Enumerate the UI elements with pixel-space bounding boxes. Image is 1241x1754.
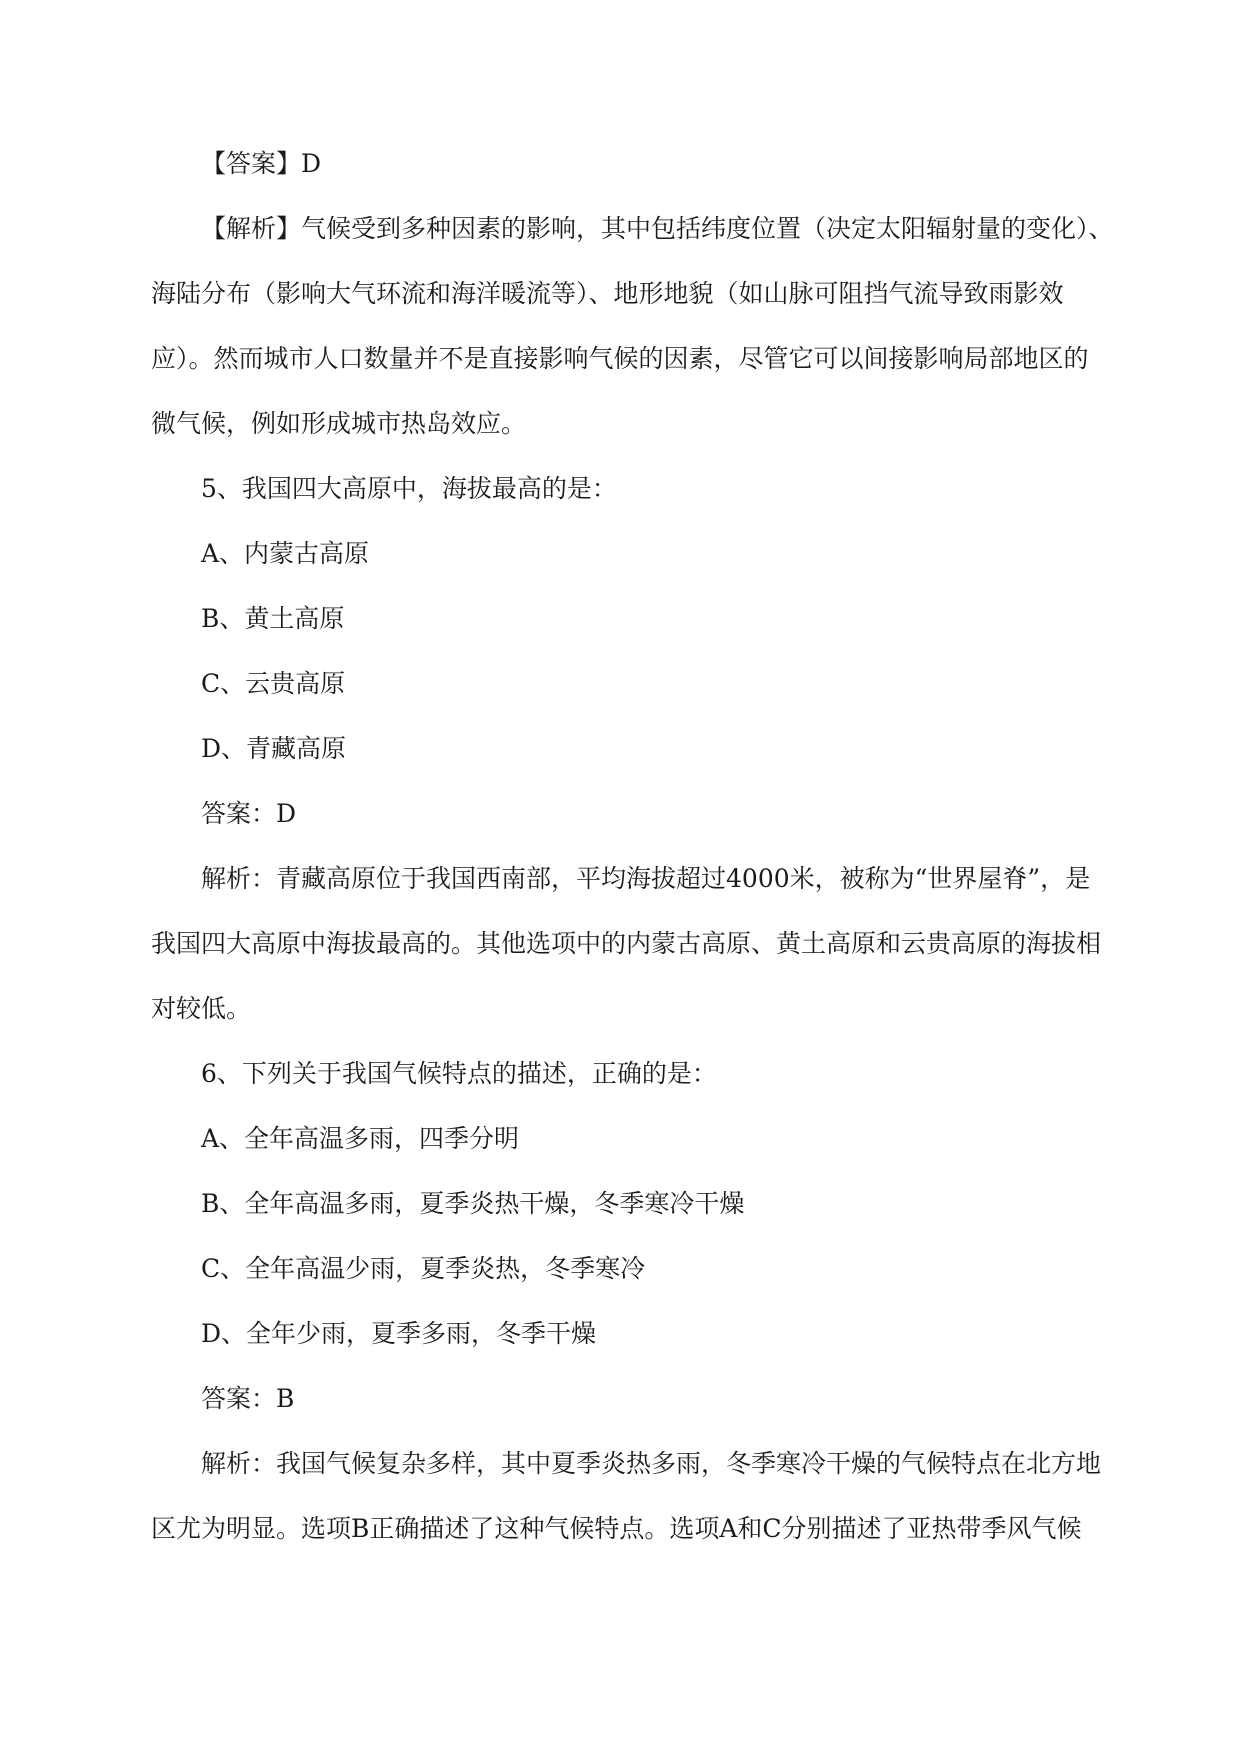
paragraph-line: 对较低。 <box>151 994 252 1023</box>
question-5-analysis: 解析：青藏高原位于我国西南部，平均海拔超过4000米，被称为“世界屋脊”，是 <box>201 864 1091 893</box>
paragraph-line: 微气候，例如形成城市热岛效应。 <box>151 409 527 438</box>
question-5-option-c: C、云贵高原 <box>201 669 346 698</box>
question-5-option-b: B、黄土高原 <box>201 604 345 633</box>
paragraph-line: 我国四大高原中海拔最高的。其他选项中的内蒙古高原、黄土高原和云贵高原的海拔相 <box>151 929 1102 958</box>
paragraph-line: 应）。然而城市人口数量并不是直接影响气候的因素，尽管它可以间接影响局部地区的 <box>151 344 1089 373</box>
question-5-option-d: D、青藏高原 <box>201 734 347 763</box>
question-6-option-b: B、全年高温多雨，夏季炎热干燥，冬季寒冷干燥 <box>201 1189 745 1218</box>
question-6-option-a: A、全年高温多雨，四季分明 <box>201 1124 520 1153</box>
question-5-answer: 答案：D <box>201 799 297 828</box>
question-6-option-c: C、全年高温少雨，夏季炎热，冬季寒冷 <box>201 1254 646 1283</box>
paragraph-line: 海陆分布（影响大气环流和海洋暖流等）、地形地貌（如山脉可阻挡气流导致雨影效 <box>151 279 1064 308</box>
question-6-analysis: 解析：我国气候复杂多样，其中夏季炎热多雨，冬季寒冷干燥的气候特点在北方地 <box>201 1449 1102 1478</box>
question-5-option-a: A、内蒙古高原 <box>201 539 370 568</box>
question-5-title: 5、我国四大高原中，海拔最高的是： <box>201 474 617 503</box>
question-6-answer: 答案：B <box>201 1384 295 1413</box>
answer-line: 【答案】D <box>201 149 322 178</box>
analysis-line: 【解析】气候受到多种因素的影响，其中包括纬度位置（决定太阳辐射量的变化）、 <box>201 214 1114 243</box>
question-6-title: 6、下列关于我国气候特点的描述，正确的是： <box>201 1059 717 1088</box>
paragraph-line: 区尤为明显。选项B正确描述了这种气候特点。选项A和C分别描述了亚热带季风气候 <box>151 1514 1082 1543</box>
question-6-option-d: D、全年少雨，夏季多雨，冬季干燥 <box>201 1319 597 1348</box>
